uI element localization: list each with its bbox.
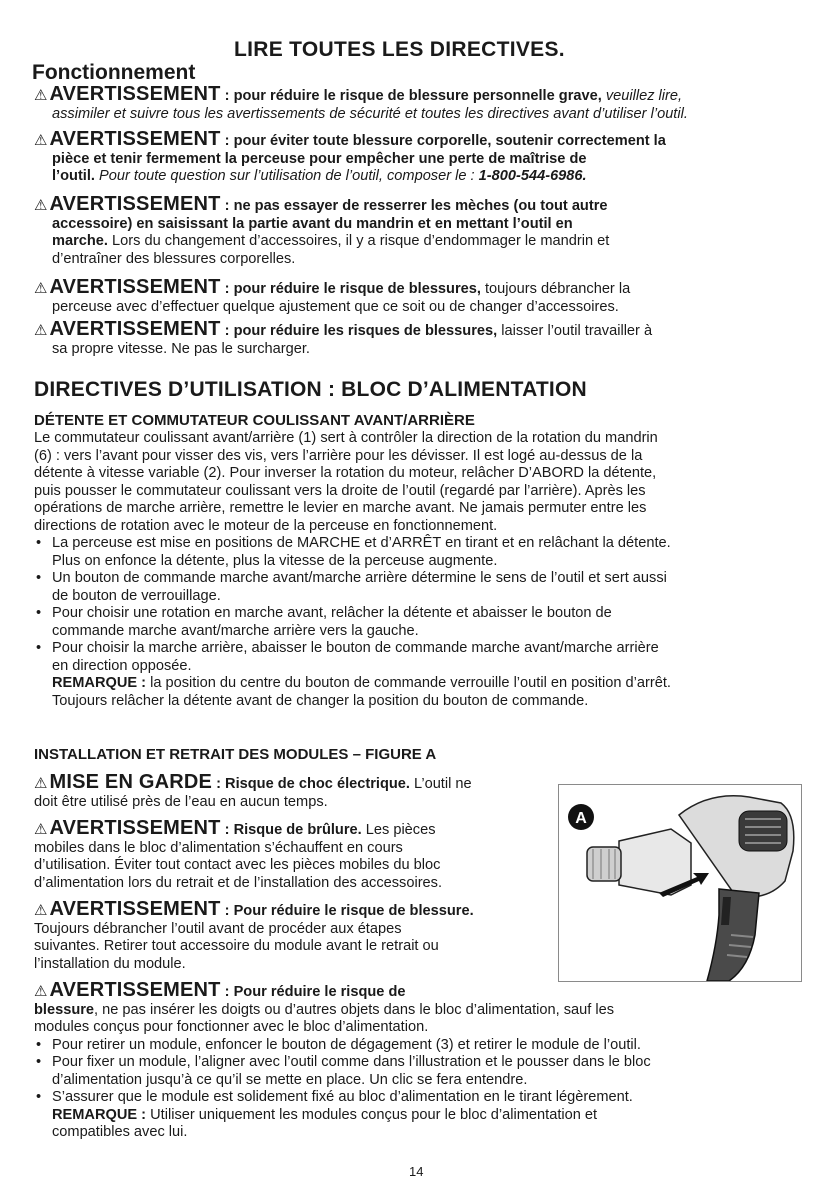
figure-a	[558, 784, 802, 982]
warning-icon: ⚠	[34, 132, 48, 149]
warning-label: AVERTISSEMENT	[49, 979, 221, 1001]
warning-label: AVERTISSEMENT	[49, 276, 221, 298]
warning-label: AVERTISSEMENT	[49, 128, 221, 150]
warning-icon: ⚠	[34, 280, 48, 297]
list-item: • Pour fixer un module, l’aligner avec l’outil comme dans l’illustration et le pousser dans le bloc d’alimentation jusqu’à ce qu’il se mette en place. Un clic se fera entendre.	[36, 1054, 651, 1088]
warning-icon: ⚠	[34, 983, 48, 1000]
warning-line: l’installation du module.	[34, 955, 186, 972]
caution-label: MISE EN GARDE	[49, 771, 213, 793]
list-item: • Pour choisir une rotation en marche avant, relâcher la détente et abaisser le bouton de commande marche avant/marche arrière vers la gauche.	[36, 605, 612, 639]
motor-vent	[739, 811, 787, 851]
warning-bold-text: : pour éviter toute blessure corporelle, soutenir correctement la	[220, 133, 666, 149]
warning-bold-text: : pour réduire le risque de blessure personnelle grave,	[220, 88, 602, 104]
drill-illustration	[559, 785, 801, 981]
paragraph-line: puis pousser le commutateur coulissant vers la droite de l’outil (regardé par l’arrière). Après les	[34, 482, 646, 499]
warning-icon: ⚠	[34, 197, 48, 214]
warning-text: toujours débrancher la	[480, 281, 631, 297]
injury-warning-block	[34, 898, 559, 973]
bullet-icon: •	[36, 1036, 42, 1053]
warning-icon: ⚠	[34, 87, 48, 104]
bullet-icon: •	[36, 535, 42, 551]
warning-text: , ne pas insérer les doigts ou d’autres objets dans le bloc d’alimentation, sauf les	[94, 1001, 615, 1018]
warning-label: AVERTISSEMENT	[49, 193, 221, 215]
bullet-icon: •	[36, 1054, 42, 1070]
warning-line: sa propre vitesse. Ne pas le surcharger.	[52, 340, 310, 357]
warning-label: AVERTISSEMENT	[49, 817, 221, 839]
phone-number: 1-800-544-6986.	[478, 168, 587, 184]
warning-bold-text: : Pour réduire le risque de	[220, 984, 406, 1000]
warning-block-3	[34, 193, 800, 268]
warning-italic-text: Pour toute question sur l’utilisation de l’outil, composer le :	[94, 168, 479, 184]
warning-icon: ⚠	[34, 322, 48, 339]
bullet-icon: •	[36, 605, 42, 621]
chuck	[587, 847, 621, 881]
warning-text: Les pièces	[361, 822, 436, 838]
bullet-icon: •	[36, 570, 42, 586]
warning-icon: ⚠	[34, 821, 48, 838]
warning-icon: ⚠	[34, 775, 48, 792]
page-number: 14	[409, 1164, 424, 1179]
warning-line: mobiles dans le bloc d’alimentation s’échauffent en cours	[34, 839, 403, 856]
note: REMARQUE : la position du centre du bouton de commande verrouille l’outil en position d’arrêt.	[52, 675, 671, 691]
bullet-icon: •	[36, 1089, 42, 1105]
paragraph-line: opérations de marche arrière, remettre le levier en marche avant. Ne jamais permuter entre les	[34, 500, 647, 516]
note-label: REMARQUE :	[52, 675, 147, 691]
warning-text: Lors du changement d’accessoires, il y a risque d’endommager le mandrin et	[107, 233, 610, 249]
warning-line: assimiler et suivre tous les avertissements de sécurité et toutes les directives avant d’utiliser l’outil.	[52, 105, 688, 122]
warning-line: accessoire) en saisissant la partie avant du mandrin et en mettant l’outil en	[52, 215, 573, 232]
directives-title: DIRECTIVES D’UTILISATION : BLOC D’ALIMENTATION	[34, 378, 587, 401]
warning-line: d’utilisation. Éviter tout contact avec les pièces mobiles du bloc	[34, 857, 441, 873]
paragraph-line: directions de rotation avec le moteur de la perceuse en fonctionnement.	[34, 517, 498, 534]
caution-line: doit être utilisé près de l’eau en aucun temps.	[34, 793, 328, 810]
warning-bold-text: : ne pas essayer de resserrer les mèches (ou tout autre	[220, 198, 608, 214]
list-item: • S’assurer que le module est solidement fixé au bloc d’alimentation en le tirant légèrement.	[36, 1089, 633, 1105]
list-item: • La perceuse est mise en positions de MARCHE et d’ARRÊT en tirant et en relâchant la détente. Plus on enfonce la détente, plus la vitesse de la perceuse augmente.	[36, 535, 671, 569]
bullet-icon: •	[36, 640, 42, 656]
warning-label: AVERTISSEMENT	[49, 898, 221, 920]
figure-letter: A	[575, 810, 587, 827]
warning-block-2	[34, 128, 800, 186]
warning-line: d’entraîner des blessures corporelles.	[52, 250, 296, 267]
warning-label: AVERTISSEMENT	[49, 83, 221, 105]
warning-line: Toujours débrancher l’outil avant de procéder aux étapes	[34, 920, 402, 937]
warning-line: suivantes. Retirer tout accessoire du module avant le retrait ou	[34, 938, 439, 954]
fingers-warning-block	[34, 979, 802, 1142]
caution-block	[34, 771, 554, 811]
note-line: compatibles avec lui.	[52, 1124, 188, 1140]
warning-bold-text: l’outil.	[52, 168, 95, 184]
warning-bold-text: : pour réduire les risques de blessures,	[220, 323, 498, 339]
warning-label: AVERTISSEMENT	[49, 318, 221, 340]
warning-bold-text: : pour réduire le risque de blessures,	[220, 281, 481, 297]
note: REMARQUE : Utiliser uniquement les modules conçus pour le bloc d’alimentation et	[52, 1106, 598, 1123]
caution-text: L’outil ne	[409, 776, 472, 792]
paragraph-line: (6) : vers l’avant pour visser des vis, vers l’arrière pour les dévisser. Il est logé au-dessus de la	[34, 447, 643, 464]
burn-warning-block	[34, 817, 554, 892]
note-line: Toujours relâcher la détente avant de changer la position du bouton de commande.	[52, 692, 589, 709]
caution-bold-text: : Risque de choc électrique.	[212, 776, 410, 792]
warning-line: perceuse avec d’effectuer quelque ajustement que ce soit ou de changer d’accessoires.	[52, 298, 619, 315]
warning-line: pièce et tenir fermement la perceuse pour empêcher une perte de maîtrise de	[52, 150, 587, 167]
warning-line: modules conçus pour fonctionner avec le bloc d’alimentation.	[34, 1019, 429, 1035]
paragraph-line: détente à vitesse variable (2). Pour inverser la rotation du moteur, relâcher D’ABORD la détente,	[34, 465, 657, 481]
trigger-subsection-title: DÉTENTE ET COMMUTATEUR COULISSANT AVANT/ARRIÈRE	[34, 412, 475, 429]
warning-block-4	[34, 276, 800, 316]
list-item: • Un bouton de commande marche avant/marche arrière détermine le sens de l’outil et sert aussi de bouton de verrouillage.	[36, 570, 667, 604]
warning-block-5	[34, 318, 800, 358]
warning-italic-text: veuillez lire,	[601, 88, 683, 104]
modules-subsection-title: INSTALLATION ET RETRAIT DES MODULES – FIGURE A	[34, 746, 437, 763]
page-header-title: LIRE TOUTES LES DIRECTIVES.	[234, 38, 565, 61]
section-title: Fonctionnement	[32, 61, 196, 84]
warning-text: laisser l’outil travailler à	[497, 323, 653, 339]
warning-line: d’alimentation lors du retrait et de l’installation des accessoires.	[34, 874, 443, 891]
note-label: REMARQUE :	[52, 1106, 147, 1123]
warning-block-1	[34, 83, 800, 123]
trigger-section-body	[34, 430, 802, 710]
paragraph-line: Le commutateur coulissant avant/arrière (1) sert à contrôler la direction de la rotation du mandrin	[34, 430, 658, 446]
warning-bold-text: blessure	[34, 1001, 95, 1018]
warning-bold-text: : Risque de brûlure.	[220, 822, 362, 838]
list-item: • Pour choisir la marche arrière, abaisser le bouton de commande marche avant/marche arrière en direction opposée.	[36, 640, 659, 674]
warning-bold-text: : Pour réduire le risque de blessure.	[220, 903, 474, 919]
warning-icon: ⚠	[34, 902, 48, 919]
warning-bold-text: marche.	[52, 233, 108, 249]
list-item: • Pour retirer un module, enfoncer le bouton de dégagement (3) et retirer le module de l’outil.	[36, 1036, 641, 1053]
